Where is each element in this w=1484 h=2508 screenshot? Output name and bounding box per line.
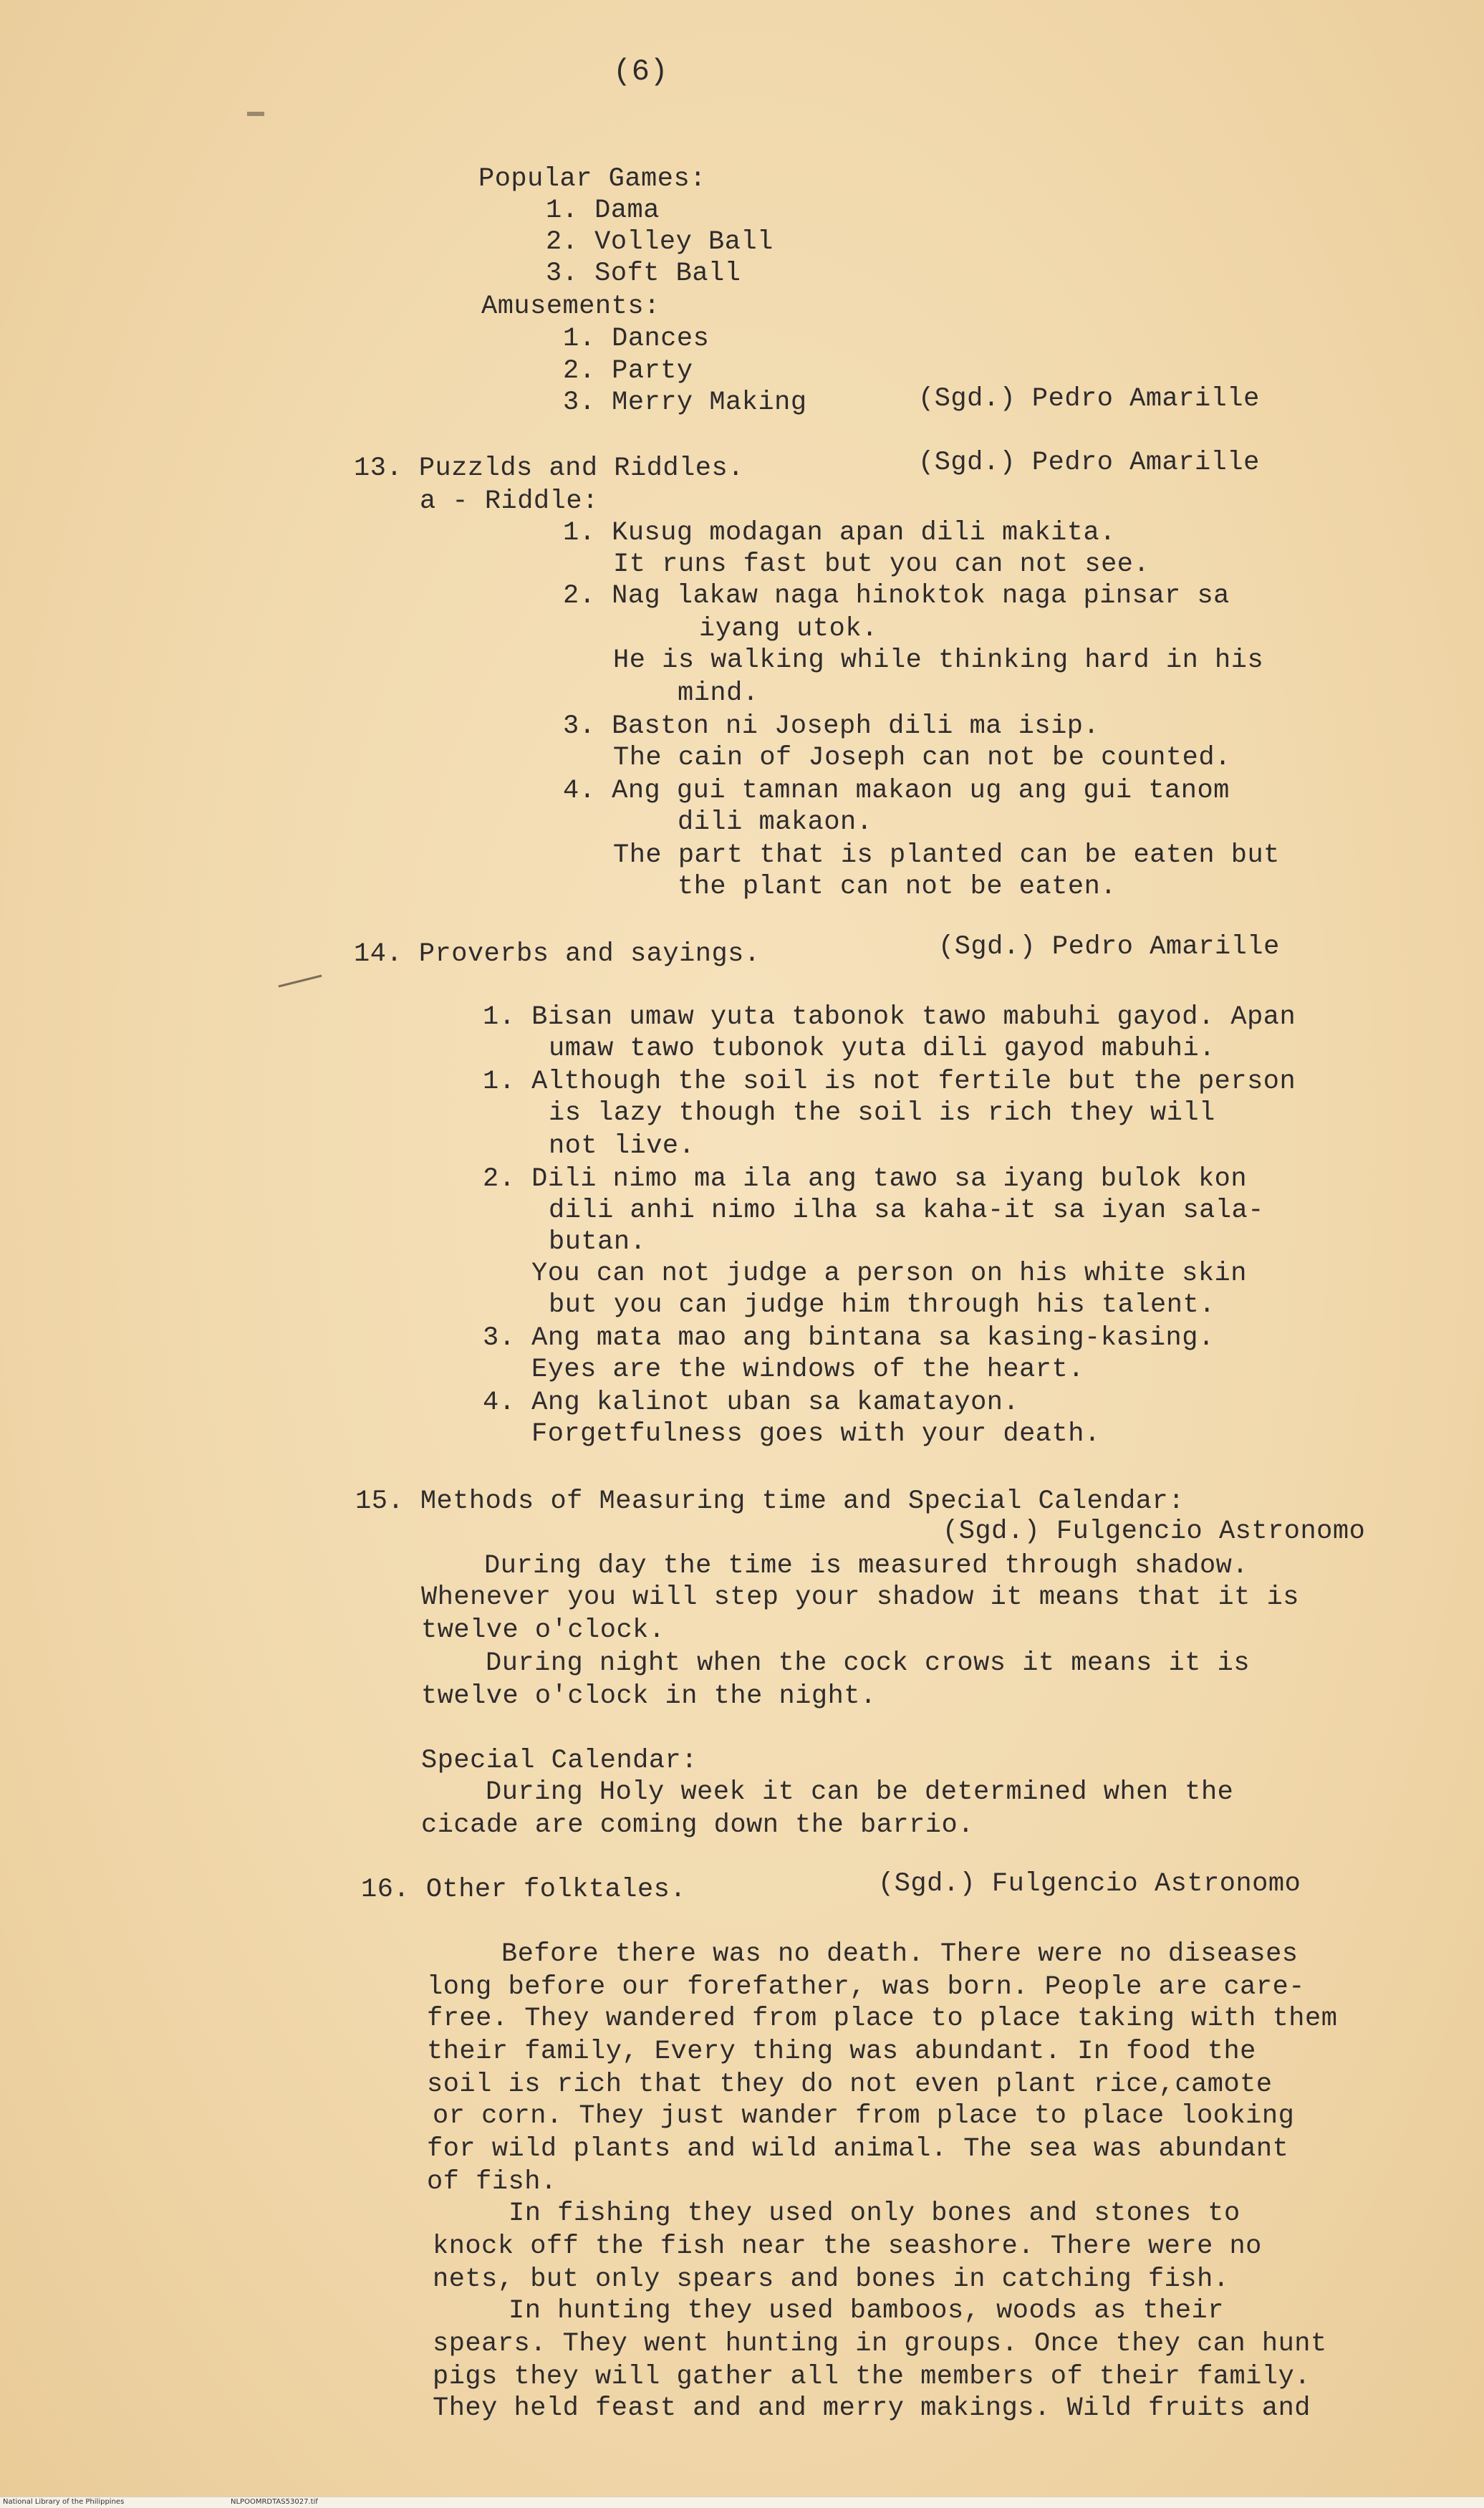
- stray-mark: [247, 112, 264, 116]
- signature: (Sgd.) Pedro Amarille: [918, 384, 1260, 414]
- section-15-heading: 15. Methods of Measuring time and Special Calendar:: [355, 1486, 1185, 1517]
- text-line: 1. Kusug modagan apan dili makita.: [563, 518, 1116, 548]
- text-line: 3. Ang mata mao ang bintana sa kasing-kasing.: [483, 1323, 1215, 1353]
- text-line: You can not judge a person on his white skin: [531, 1259, 1247, 1289]
- list-item: 3. Merry Making: [563, 388, 807, 418]
- text-line: During night when the cock crows it means it is: [486, 1648, 1251, 1678]
- signature: (Sgd.) Pedro Amarille: [918, 448, 1260, 478]
- special-calendar-heading: Special Calendar:: [421, 1746, 698, 1776]
- stray-mark: [279, 975, 322, 988]
- text-line: spears. They went hunting in groups. Once they can hunt: [433, 2329, 1327, 2359]
- text-line: The cain of Joseph can not be counted.: [613, 743, 1231, 773]
- section-13-heading: 13. Puzzlds and Riddles.: [354, 453, 744, 484]
- signature: (Sgd.) Fulgencio Astronomo: [878, 1869, 1301, 1899]
- page-number: (6): [613, 54, 669, 89]
- text-line: iyang utok.: [699, 614, 878, 644]
- text-line: of fish.: [427, 2167, 557, 2197]
- scan-footer: [0, 2497, 1484, 2508]
- text-line: The part that is planted can be eaten but: [613, 840, 1280, 870]
- text-line: 1. Although the soil is not fertile but the person: [483, 1067, 1296, 1097]
- text-line: or corn. They just wander from place to place looking: [433, 2101, 1295, 2131]
- text-line: It runs fast but you can not see.: [613, 549, 1150, 580]
- text-line: 2. Nag lakaw naga hinoktok naga pinsar sa: [563, 581, 1230, 611]
- text-line: long before our forefather, was born. People are care-: [427, 1972, 1305, 2002]
- list-item: 2. Party: [563, 356, 693, 386]
- text-line: cicade are coming down the barrio.: [421, 1810, 974, 1840]
- list-item: 1. Dama: [546, 196, 660, 226]
- games-heading: Popular Games:: [478, 164, 706, 194]
- text-line: pigs they will gather all the members of their family.: [433, 2362, 1311, 2392]
- text-line: 2. Dili nimo ma ila ang tawo sa iyang bulok kon: [483, 1164, 1248, 1194]
- text-line: Before there was no death. There were no diseases: [501, 1939, 1298, 1969]
- text-line: nets, but only spears and bones in catching fish.: [433, 2264, 1230, 2295]
- list-item: 1. Dances: [563, 324, 710, 354]
- section-16-heading: 16. Other folktales.: [361, 1875, 687, 1905]
- text-line: knock off the fish near the seashore. There were no: [433, 2231, 1262, 2262]
- text-line: the plant can not be eaten.: [678, 872, 1117, 902]
- text-line: twelve o'clock in the night.: [421, 1681, 877, 1711]
- text-line: 1. Bisan umaw yuta tabonok tawo mabuhi gayod. Apan: [483, 1002, 1296, 1032]
- section-14-heading: 14. Proverbs and sayings.: [354, 939, 761, 969]
- riddle-subheading: a - Riddle:: [420, 486, 599, 517]
- list-item: 3. Soft Ball: [546, 259, 741, 289]
- text-line: mind.: [678, 678, 759, 708]
- text-line: but you can judge him through his talent.: [549, 1290, 1215, 1320]
- text-line: During Holy week it can be determined when the: [486, 1777, 1234, 1807]
- footer-source: National Library of the Philippines: [3, 2498, 125, 2506]
- text-line: Whenever you will step your shadow it means that it is: [421, 1582, 1299, 1613]
- text-line: 3. Baston ni Joseph dili ma isip.: [563, 711, 1100, 741]
- text-line: 4. Ang gui tamnan makaon ug ang gui tanom: [563, 776, 1230, 806]
- text-line: soil is rich that they do not even plant rice,camote: [427, 2070, 1273, 2100]
- text-line: During day the time is measured through shadow.: [484, 1551, 1249, 1581]
- text-line: In hunting they used bamboos, woods as their: [509, 2296, 1224, 2326]
- text-line: their family, Every thing was abundant. In food the: [427, 2037, 1256, 2067]
- text-line: umaw tawo tubonok yuta dili gayod mabuhi.: [549, 1034, 1215, 1064]
- text-line: not live.: [549, 1131, 695, 1161]
- list-item: 2. Volley Ball: [546, 227, 774, 257]
- text-line: is lazy though the soil is rich they will: [549, 1098, 1215, 1128]
- text-line: In fishing they used only bones and stones to: [509, 2199, 1240, 2229]
- amusements-heading: Amusements:: [481, 292, 660, 322]
- text-line: Eyes are the windows of the heart.: [531, 1355, 1084, 1385]
- text-line: dili makaon.: [678, 807, 873, 837]
- signature: (Sgd.) Pedro Amarille: [938, 932, 1280, 962]
- text-line: butan.: [549, 1227, 647, 1257]
- signature: (Sgd.) Fulgencio Astronomo: [943, 1517, 1366, 1547]
- text-line: He is walking while thinking hard in his: [613, 645, 1264, 676]
- text-line: twelve o'clock.: [421, 1615, 665, 1645]
- text-line: free. They wandered from place to place taking with them: [427, 2004, 1338, 2034]
- text-line: They held feast and and merry makings. Wild fruits and: [433, 2393, 1311, 2423]
- text-line: Forgetfulness goes with your death.: [531, 1419, 1101, 1449]
- text-line: for wild plants and wild animal. The sea was abundant: [427, 2134, 1289, 2164]
- text-line: 4. Ang kalinot uban sa kamatayon.: [483, 1388, 1020, 1418]
- text-line: dili anhi nimo ilha sa kaha-it sa iyan sala-: [549, 1196, 1264, 1226]
- footer-filename: NLPOOMRDTAS53027.tif: [231, 2498, 318, 2506]
